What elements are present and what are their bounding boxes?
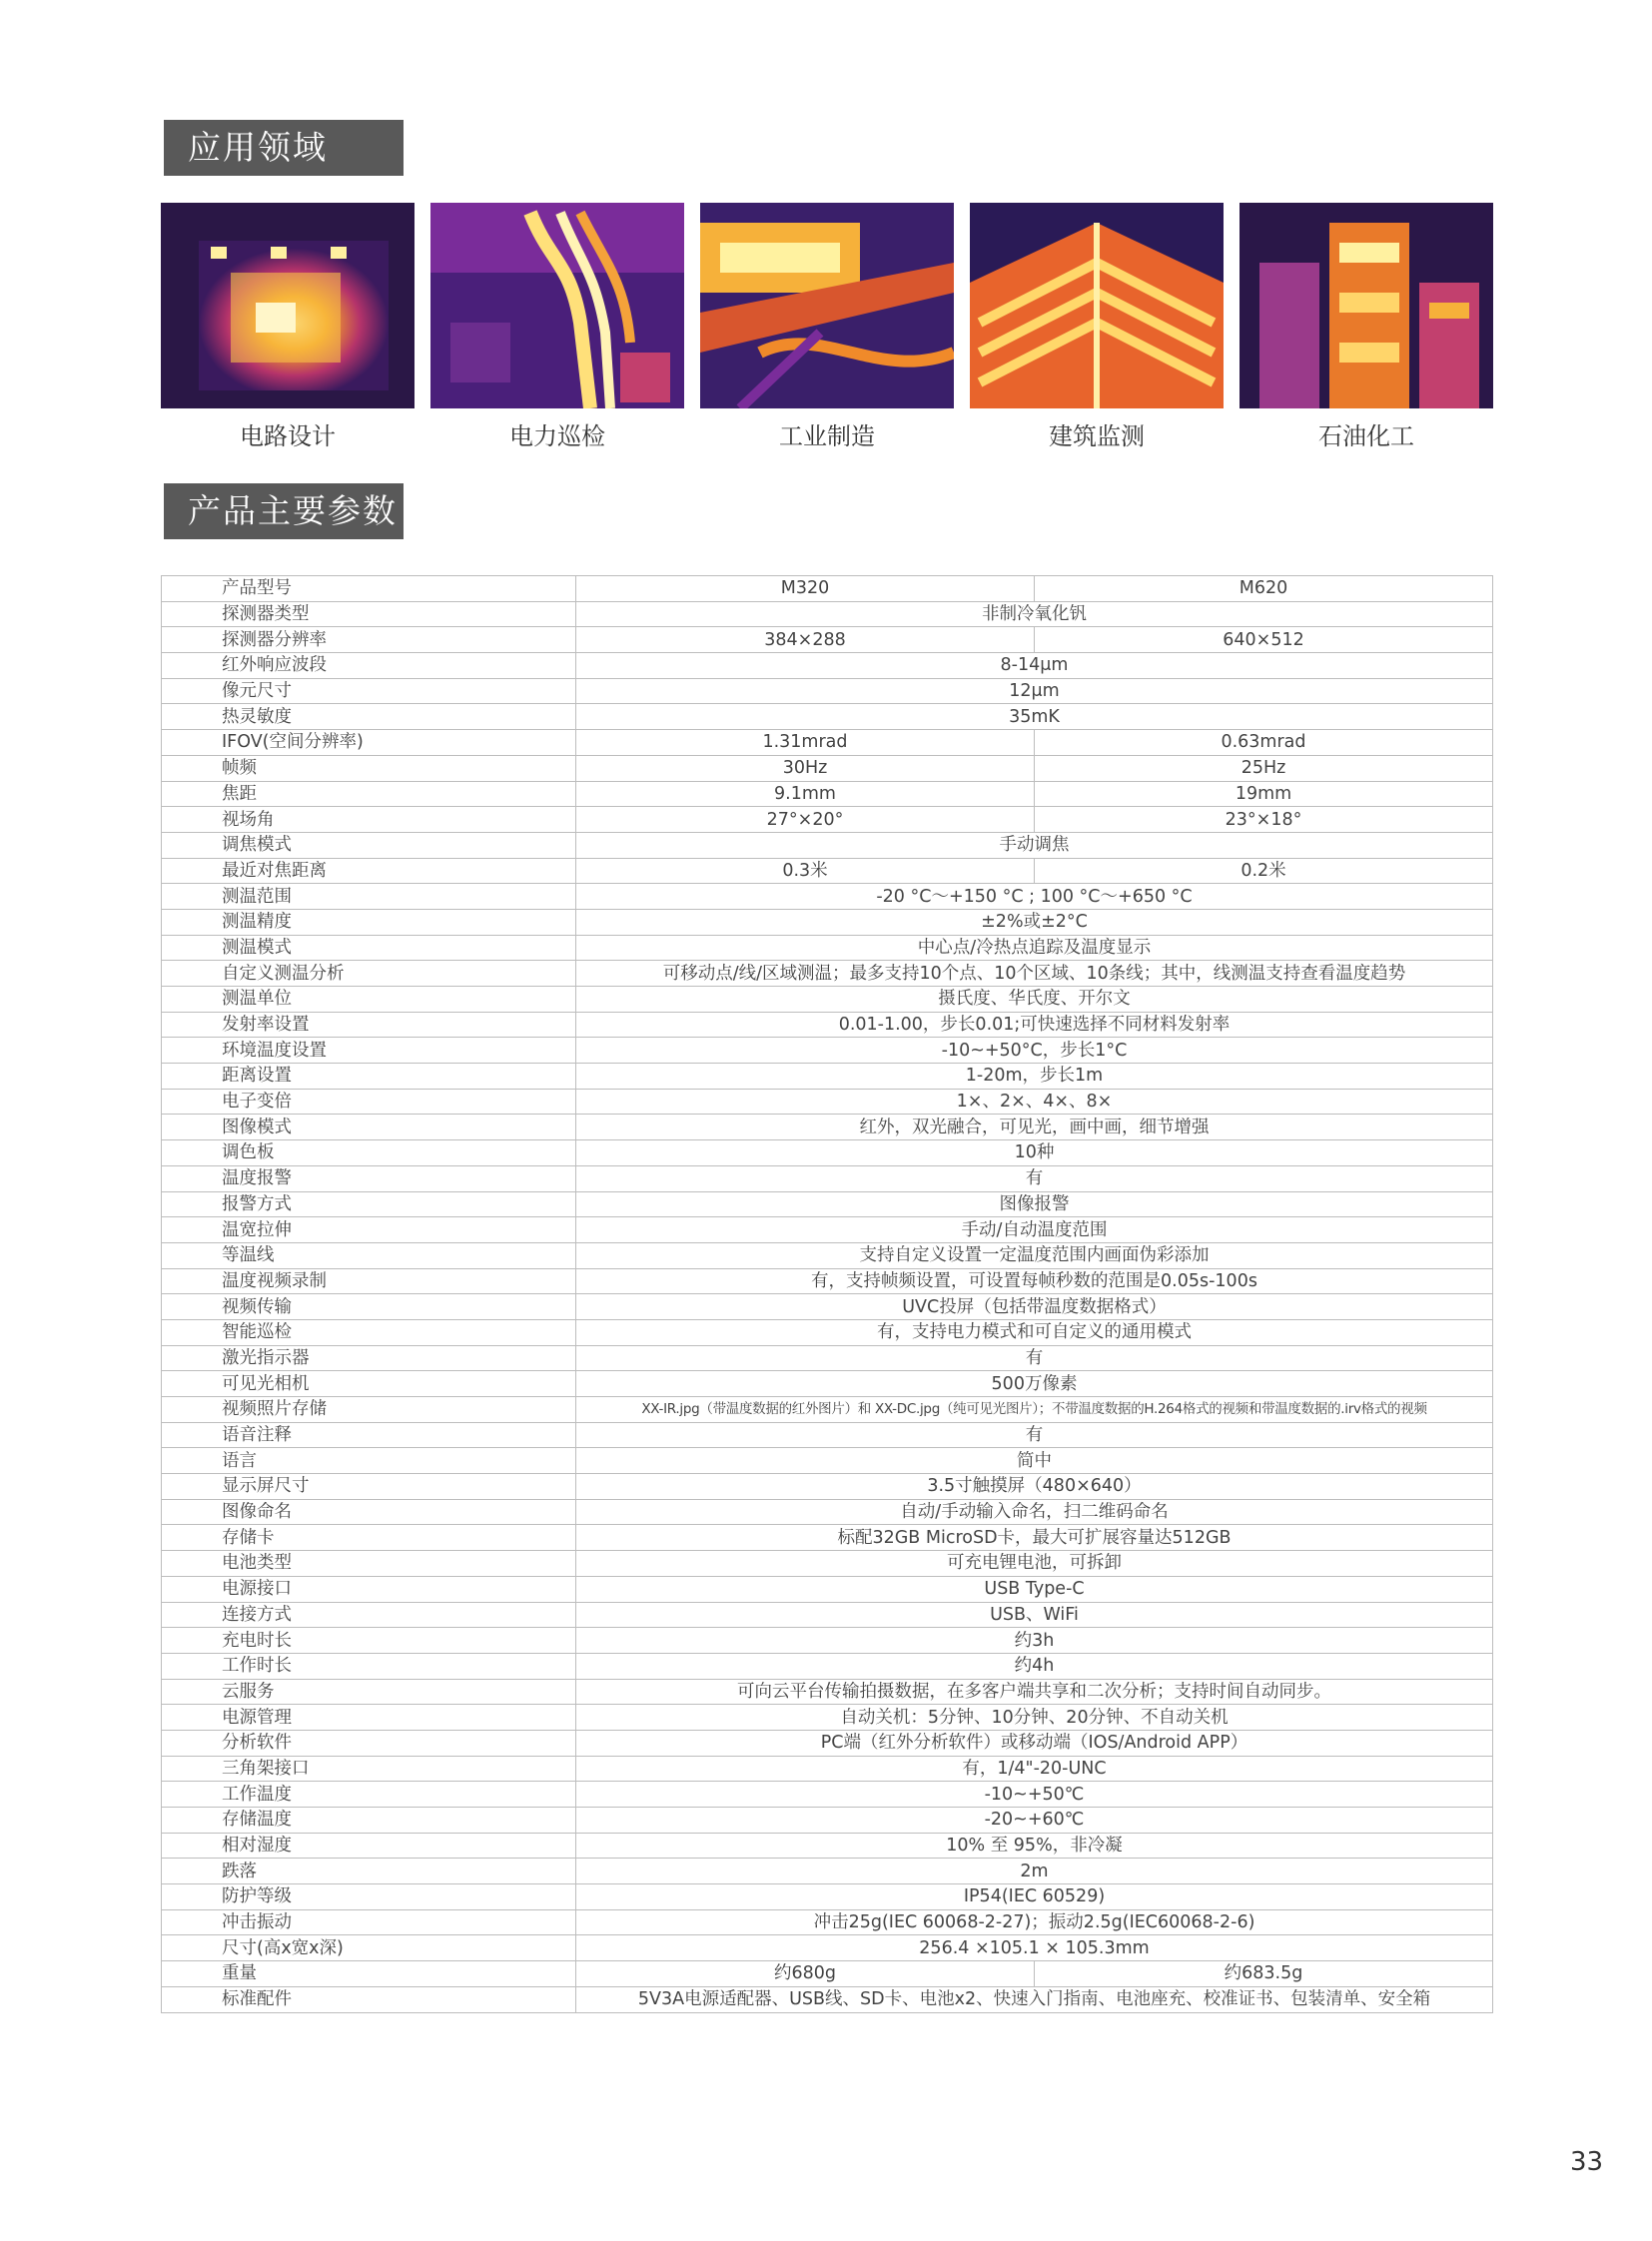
- spec-label: 热灵敏度: [162, 704, 576, 730]
- spec-label: 调焦模式: [162, 832, 576, 858]
- spec-row: [162, 987, 1493, 1013]
- spec-row: [162, 1319, 1493, 1345]
- thermal-image-industrial: [700, 203, 954, 408]
- spec-value-m320: 约680g: [576, 1961, 1035, 1987]
- spec-label: 可见光相机: [162, 1371, 576, 1397]
- spec-value: 有，1/4"-20-UNC: [576, 1756, 1493, 1782]
- spec-value: 有: [576, 1422, 1493, 1448]
- spec-row: [162, 807, 1493, 833]
- spec-row: [162, 601, 1493, 627]
- spec-value: 约3h: [576, 1628, 1493, 1654]
- spec-label: 电子变倍: [162, 1089, 576, 1115]
- spec-label: 显示屏尺寸: [162, 1474, 576, 1500]
- spec-label: 红外响应波段: [162, 653, 576, 679]
- spec-label: 连接方式: [162, 1602, 576, 1628]
- spec-label: 温宽拉伸: [162, 1217, 576, 1243]
- spec-value: 可向云平台传输拍摄数据，在多客户端共享和二次分析；支持时间自动同步。: [576, 1679, 1493, 1705]
- spec-row: [162, 1525, 1493, 1551]
- spec-value: 非制冷氧化钒: [576, 601, 1493, 627]
- spec-label: 视频传输: [162, 1294, 576, 1320]
- spec-label: 工作时长: [162, 1653, 576, 1679]
- spec-row: [162, 1115, 1493, 1140]
- spec-value-m320: 384×288: [576, 627, 1035, 653]
- spec-row: [162, 1909, 1493, 1935]
- gallery-item-petrochemical: [1239, 203, 1493, 451]
- spec-label: 探测器分辨率: [162, 627, 576, 653]
- spec-row: [162, 1448, 1493, 1474]
- spec-label: 标准配件: [162, 1986, 576, 2012]
- spec-label: 冲击振动: [162, 1909, 576, 1935]
- gallery-item-industry: [700, 203, 954, 451]
- spec-value: IP54(IEC 60529): [576, 1884, 1493, 1910]
- spec-label: 分析软件: [162, 1730, 576, 1756]
- spec-row: [162, 1961, 1493, 1987]
- spec-label: 图像模式: [162, 1115, 576, 1140]
- thermal-image-building: [970, 203, 1224, 408]
- spec-value-m620: 19mm: [1035, 781, 1493, 807]
- spec-row: [162, 1422, 1493, 1448]
- spec-value-m620: 23°×18°: [1035, 807, 1493, 833]
- spec-label: 测温模式: [162, 935, 576, 961]
- spec-value: 图像报警: [576, 1191, 1493, 1217]
- spec-value: UVC投屏（包括带温度数据格式）: [576, 1294, 1493, 1320]
- gallery-item-circuit: [161, 203, 414, 451]
- spec-row: [162, 730, 1493, 756]
- spec-value: 有，支持电力模式和可自定义的通用模式: [576, 1319, 1493, 1345]
- spec-label: 电源接口: [162, 1576, 576, 1602]
- page-number: 33: [1570, 2147, 1604, 2177]
- spec-row: [162, 1474, 1493, 1500]
- spec-label: 跌落: [162, 1859, 576, 1884]
- spec-label: 相对湿度: [162, 1833, 576, 1859]
- spec-row: [162, 1705, 1493, 1731]
- spec-row: [162, 1833, 1493, 1859]
- spec-row: [162, 1730, 1493, 1756]
- spec-label: 等温线: [162, 1242, 576, 1268]
- spec-row: [162, 1191, 1493, 1217]
- thermal-image-power-cabinet: [430, 203, 684, 408]
- spec-label: 焦距: [162, 781, 576, 807]
- spec-value: -20~+60℃: [576, 1808, 1493, 1834]
- spec-label: 电源管理: [162, 1705, 576, 1731]
- spec-label: 发射率设置: [162, 1012, 576, 1038]
- spec-row: [162, 1602, 1493, 1628]
- spec-row: [162, 704, 1493, 730]
- spec-value: -20 °C～+150 °C ; 100 °C～+650 °C: [576, 884, 1493, 910]
- spec-label: 图像命名: [162, 1499, 576, 1525]
- spec-row: [162, 627, 1493, 653]
- spec-row: [162, 1012, 1493, 1038]
- spec-row: [162, 1576, 1493, 1602]
- spec-value-m620: 约683.5g: [1035, 1961, 1493, 1987]
- spec-value: 1×、2×、4×、8×: [576, 1089, 1493, 1115]
- spec-label: 探测器类型: [162, 601, 576, 627]
- spec-value: -10~+50℃: [576, 1782, 1493, 1808]
- spec-value: 500万像素: [576, 1371, 1493, 1397]
- spec-value-m320: M320: [576, 576, 1035, 602]
- spec-label: 存储卡: [162, 1525, 576, 1551]
- spec-value: ±2%或±2°C: [576, 909, 1493, 935]
- spec-row: [162, 1935, 1493, 1961]
- spec-row: [162, 1808, 1493, 1834]
- spec-label: 测温单位: [162, 987, 576, 1013]
- spec-value: 可移动点/线/区域测温；最多支持10个点、10个区域、10条线；其中，线测温支持查看温度趋势: [576, 961, 1493, 987]
- section-title-specifications: 产品主要参数: [164, 483, 404, 539]
- spec-row: [162, 1551, 1493, 1577]
- spec-label: 最近对焦距离: [162, 858, 576, 884]
- spec-row: [162, 935, 1493, 961]
- spec-value-m320: 1.31mrad: [576, 730, 1035, 756]
- spec-label: 温度报警: [162, 1165, 576, 1191]
- spec-row: [162, 1371, 1493, 1397]
- spec-value: 摄氏度、华氏度、开尔文: [576, 987, 1493, 1013]
- spec-row: [162, 1064, 1493, 1090]
- spec-value: 10% 至 95%，非冷凝: [576, 1833, 1493, 1859]
- spec-row: [162, 1653, 1493, 1679]
- spec-value: 3.5寸触摸屏（480×640）: [576, 1474, 1493, 1500]
- spec-label: 测温精度: [162, 909, 576, 935]
- spec-row: [162, 1089, 1493, 1115]
- thermal-image-circuit-board: [161, 203, 414, 408]
- spec-value: 红外，双光融合，可见光，画中画，细节增强: [576, 1115, 1493, 1140]
- spec-label: 帧频: [162, 755, 576, 781]
- spec-value: 中心点/冷热点追踪及温度显示: [576, 935, 1493, 961]
- spec-value: 简中: [576, 1448, 1493, 1474]
- spec-value: 12μm: [576, 678, 1493, 704]
- spec-label: 测温范围: [162, 884, 576, 910]
- spec-row: [162, 1242, 1493, 1268]
- spec-row: [162, 1859, 1493, 1884]
- spec-row: [162, 961, 1493, 987]
- spec-row: [162, 755, 1493, 781]
- spec-label: 重量: [162, 1961, 576, 1987]
- spec-row: [162, 1038, 1493, 1064]
- spec-label: 环境温度设置: [162, 1038, 576, 1064]
- spec-label: 视频照片存储: [162, 1397, 576, 1423]
- spec-value-m620: M620: [1035, 576, 1493, 602]
- spec-label: 电池类型: [162, 1551, 576, 1577]
- spec-value: 支持自定义设置一定温度范围内画面伪彩添加: [576, 1242, 1493, 1268]
- spec-value-m620: 0.63mrad: [1035, 730, 1493, 756]
- spec-label: 产品型号: [162, 576, 576, 602]
- spec-value: 8-14μm: [576, 653, 1493, 679]
- gallery-caption: 电路设计: [240, 422, 336, 450]
- spec-value: 自动/手动输入命名，扫二维码命名: [576, 1499, 1493, 1525]
- thermal-image-refinery: [1239, 203, 1493, 408]
- spec-label: 报警方式: [162, 1191, 576, 1217]
- spec-value-m620: 0.2米: [1035, 858, 1493, 884]
- spec-label: 像元尺寸: [162, 678, 576, 704]
- spec-label: 三角架接口: [162, 1756, 576, 1782]
- spec-row: [162, 909, 1493, 935]
- spec-value-m320: 0.3米: [576, 858, 1035, 884]
- spec-row: [162, 1782, 1493, 1808]
- spec-label: 云服务: [162, 1679, 576, 1705]
- spec-value: XX-IR.jpg（带温度数据的红外图片）和 XX-DC.jpg（纯可见光图片）；不带温度数据的H.264格式的视频和带温度数据的.irv格式的视频: [576, 1397, 1493, 1423]
- spec-label: 视场角: [162, 807, 576, 833]
- spec-value: 1-20m，步长1m: [576, 1064, 1493, 1090]
- spec-label: 语音注释: [162, 1422, 576, 1448]
- spec-label: 智能巡检: [162, 1319, 576, 1345]
- gallery-caption: 石油化工: [1318, 422, 1414, 450]
- spec-value: 有: [576, 1165, 1493, 1191]
- spec-label: 防护等级: [162, 1884, 576, 1910]
- spec-value: 有: [576, 1345, 1493, 1371]
- spec-label: 充电时长: [162, 1628, 576, 1654]
- gallery-item-power: [430, 203, 684, 451]
- spec-row: [162, 1345, 1493, 1371]
- spec-row: [162, 832, 1493, 858]
- spec-value: PC端（红外分析软件）或移动端（IOS/Android APP）: [576, 1730, 1493, 1756]
- spec-value: 自动关机：5分钟、10分钟、20分钟、不自动关机: [576, 1705, 1493, 1731]
- spec-row: [162, 1268, 1493, 1294]
- spec-label: 尺寸(高x宽x深): [162, 1935, 576, 1961]
- spec-value: 35mK: [576, 704, 1493, 730]
- spec-label: 工作温度: [162, 1782, 576, 1808]
- spec-row: [162, 1679, 1493, 1705]
- spec-row: [162, 884, 1493, 910]
- gallery-caption: 建筑监测: [1049, 422, 1145, 450]
- spec-label: 调色板: [162, 1140, 576, 1166]
- spec-row: [162, 1628, 1493, 1654]
- spec-label: 距离设置: [162, 1064, 576, 1090]
- spec-value-m320: 9.1mm: [576, 781, 1035, 807]
- spec-value: 10种: [576, 1140, 1493, 1166]
- spec-row: [162, 781, 1493, 807]
- spec-row: [162, 1884, 1493, 1910]
- spec-label: 语言: [162, 1448, 576, 1474]
- spec-value: 约4h: [576, 1653, 1493, 1679]
- spec-row: [162, 1165, 1493, 1191]
- spec-row: [162, 678, 1493, 704]
- application-gallery: [161, 203, 1493, 452]
- spec-value: 256.4 ×105.1 × 105.3mm: [576, 1935, 1493, 1961]
- spec-row: [162, 1140, 1493, 1166]
- spec-label: 激光指示器: [162, 1345, 576, 1371]
- spec-row: [162, 1397, 1493, 1423]
- spec-row: [162, 858, 1493, 884]
- spec-value-m620: 25Hz: [1035, 755, 1493, 781]
- spec-value: 2m: [576, 1859, 1493, 1884]
- spec-label: 温度视频录制: [162, 1268, 576, 1294]
- spec-row: [162, 1756, 1493, 1782]
- spec-row: [162, 1294, 1493, 1320]
- gallery-item-building: [970, 203, 1224, 451]
- spec-value: 5V3A电源适配器、USB线、SD卡、电池x2、快速入门指南、电池座充、校准证书、包装清单、安全箱: [576, 1986, 1493, 2012]
- spec-label: 存储温度: [162, 1808, 576, 1834]
- spec-value: -10~+50°C，步长1°C: [576, 1038, 1493, 1064]
- spec-value: 手动/自动温度范围: [576, 1217, 1493, 1243]
- spec-table: [161, 575, 1493, 2013]
- spec-row: [162, 1217, 1493, 1243]
- gallery-caption: 电力巡检: [509, 422, 605, 450]
- spec-value: 手动调焦: [576, 832, 1493, 858]
- spec-row: [162, 1499, 1493, 1525]
- spec-value: USB、WiFi: [576, 1602, 1493, 1628]
- spec-value-m320: 30Hz: [576, 755, 1035, 781]
- section-title-applications: 应用领域: [164, 120, 404, 176]
- spec-row: [162, 576, 1493, 602]
- spec-value: 冲击25g(IEC 60068-2-27)；振动2.5g(IEC60068-2-6): [576, 1909, 1493, 1935]
- spec-value: 可充电锂电池，可拆卸: [576, 1551, 1493, 1577]
- spec-row: [162, 1986, 1493, 2012]
- spec-value: USB Type-C: [576, 1576, 1493, 1602]
- spec-label: IFOV(空间分辨率): [162, 730, 576, 756]
- spec-row: [162, 653, 1493, 679]
- spec-value: 0.01-1.00，步长0.01;可快速选择不同材料发射率: [576, 1012, 1493, 1038]
- spec-value: 有，支持帧频设置，可设置每帧秒数的范围是0.05s-100s: [576, 1268, 1493, 1294]
- spec-value: 标配32GB MicroSD卡，最大可扩展容量达512GB: [576, 1525, 1493, 1551]
- spec-label: 自定义测温分析: [162, 961, 576, 987]
- spec-value-m620: 640×512: [1035, 627, 1493, 653]
- spec-value-m320: 27°×20°: [576, 807, 1035, 833]
- gallery-caption: 工业制造: [779, 422, 875, 450]
